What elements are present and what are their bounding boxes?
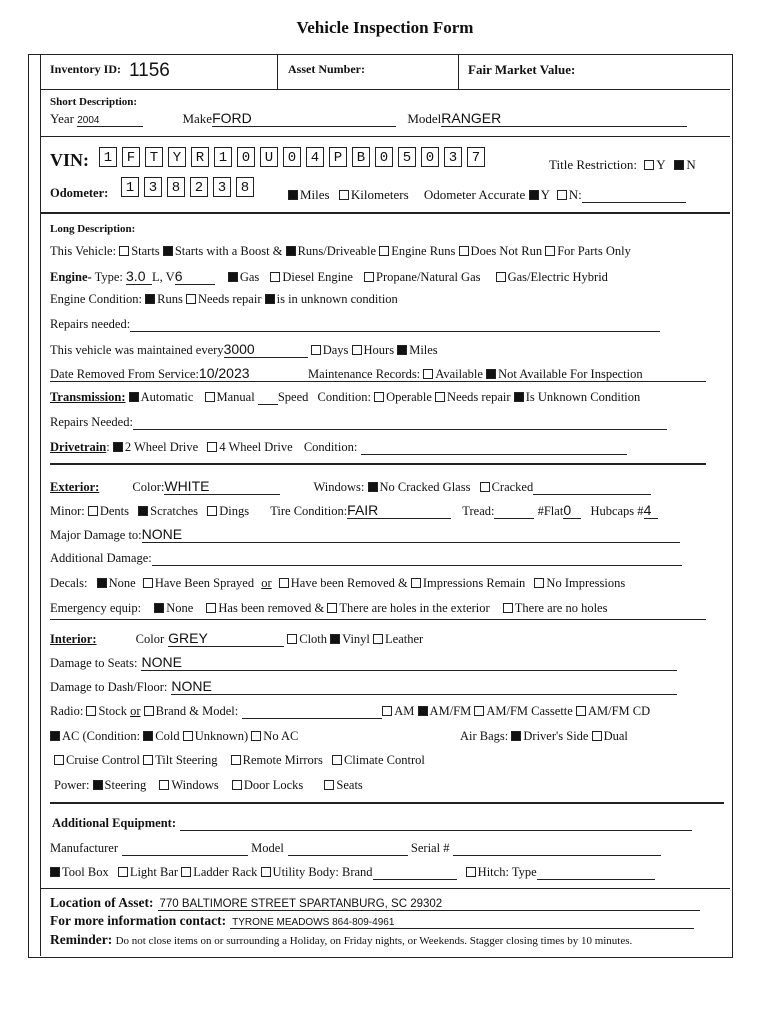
additional-damage-field[interactable] <box>152 553 682 566</box>
manufacturer-label: Manufacturer <box>50 841 119 855</box>
vin-character-boxes[interactable] <box>99 147 490 167</box>
unknown-condition-label: Is Unknown Condition <box>525 390 641 404</box>
ladder-checkbox[interactable] <box>181 867 191 877</box>
operable-checkbox[interactable] <box>374 392 384 402</box>
not-available-label: Not Available For Inspection <box>498 367 643 381</box>
door-locks-label: Door Locks <box>243 778 304 792</box>
am-checkbox[interactable] <box>382 706 392 716</box>
equip-model-field[interactable] <box>288 843 408 856</box>
vinyl-label: Vinyl <box>342 632 370 646</box>
amfm-label: AM/FM <box>429 704 472 718</box>
model-field[interactable]: RANGER <box>441 110 687 127</box>
tilt-label: Tilt Steering <box>155 753 218 767</box>
odometer-accurate-yes-checkbox[interactable] <box>529 190 539 200</box>
liters-cylinders-label: L, V <box>152 270 175 284</box>
scratches-label: Scratches <box>150 504 199 518</box>
holes-label: There are holes in the exterior <box>339 601 490 615</box>
does-not-run-checkbox[interactable] <box>459 246 469 256</box>
speed-label: Speed <box>277 390 309 404</box>
damage-seats-label: Damage to Seats: <box>50 656 138 670</box>
sprayed-label: Have Been Sprayed <box>154 576 255 590</box>
cassette-label: AM/FM Cassette <box>486 704 573 718</box>
4wd-checkbox[interactable] <box>207 442 217 452</box>
no-ac-label: No AC <box>263 729 299 743</box>
starts-label: Starts <box>131 244 160 258</box>
dings-label: Dings <box>219 504 250 518</box>
needs-repair-label: Needs repair <box>447 390 511 404</box>
available-label: Available <box>435 367 483 381</box>
automatic-checkbox[interactable] <box>129 392 139 402</box>
maint-miles-checkbox[interactable] <box>397 345 407 355</box>
trans-unknown-checkbox[interactable] <box>514 392 524 402</box>
ac-cold-checkbox[interactable] <box>143 731 153 741</box>
tire-condition-field[interactable]: FAIR <box>347 502 451 519</box>
automatic-label: Automatic <box>140 390 194 404</box>
driver-side-checkbox[interactable] <box>511 731 521 741</box>
contact-field[interactable]: TYRONE MEADOWS 864-809-4961 <box>230 917 694 929</box>
parts-only-label: For Parts Only <box>557 244 631 258</box>
vinyl-checkbox[interactable] <box>330 634 340 644</box>
inventory-id-label: Inventory ID: <box>50 62 121 76</box>
none-label: None <box>108 576 136 590</box>
toolbox-checkbox[interactable] <box>50 867 60 877</box>
inventory-id-value[interactable]: 1156 <box>129 60 170 81</box>
vin-char-box[interactable]: 3 <box>444 147 462 167</box>
toolbox-label: Tool Box <box>62 865 109 879</box>
airbags-label: Air Bags: <box>460 729 509 743</box>
no-impressions-label: No Impressions <box>546 576 626 590</box>
maintained-every-label: This vehicle was maintained every <box>50 343 224 357</box>
vin-char-box[interactable]: R <box>191 147 209 167</box>
repairs-needed-label: Repairs needed: <box>50 317 131 331</box>
damage-dash-field[interactable]: NONE <box>171 678 677 695</box>
no-holes-checkbox[interactable] <box>503 603 513 613</box>
drivetrain-label: Drivetrain <box>50 440 107 454</box>
title-restriction-no-checkbox[interactable] <box>674 160 684 170</box>
interior-color-field[interactable]: GREY <box>168 630 284 647</box>
vin-char-box[interactable]: 0 <box>237 147 255 167</box>
fair-market-value-label: Fair Market Value: <box>468 62 576 77</box>
vin-char-box[interactable]: 1 <box>214 147 232 167</box>
kilometers-checkbox[interactable] <box>339 190 349 200</box>
make-field[interactable]: FORD <box>212 110 396 127</box>
odometer-digit-boxes[interactable] <box>121 177 259 197</box>
odometer-accurate-label: Odometer Accurate <box>423 187 526 202</box>
vin-char-box[interactable]: F <box>122 147 140 167</box>
cassette-checkbox[interactable] <box>474 706 484 716</box>
engine-needs-repair-checkbox[interactable] <box>186 294 196 304</box>
stock-label: Stock <box>98 704 127 718</box>
starts-checkbox[interactable] <box>119 246 129 256</box>
climate-checkbox[interactable] <box>332 755 342 765</box>
manual-label: Manual <box>216 390 255 404</box>
amfm-checkbox[interactable] <box>418 706 428 716</box>
impressions-label: Impressions Remain <box>422 576 526 590</box>
maintenance-records-label: Maintenance Records: <box>308 367 421 381</box>
gas-label: Gas <box>239 270 260 284</box>
impressions-checkbox[interactable] <box>411 578 421 588</box>
climate-label: Climate Control <box>343 753 425 767</box>
mirrors-checkbox[interactable] <box>231 755 241 765</box>
no-impressions-checkbox[interactable] <box>534 578 544 588</box>
power-windows-checkbox[interactable] <box>159 780 169 790</box>
form-title: Vehicle Inspection Form <box>296 18 474 37</box>
vin-char-box[interactable]: 4 <box>306 147 324 167</box>
damage-seats-field[interactable]: NONE <box>141 654 677 671</box>
vin-char-box[interactable]: 5 <box>398 147 416 167</box>
needs-repair-label: Needs repair <box>197 292 262 306</box>
odometer-digit-box[interactable]: 1 <box>121 177 139 197</box>
tread-field[interactable] <box>494 506 534 519</box>
scratches-checkbox[interactable] <box>138 506 148 516</box>
asset-number-label: Asset Number: <box>288 62 365 76</box>
power-steering-checkbox[interactable] <box>93 780 103 790</box>
propane-label: Propane/Natural Gas <box>376 270 481 284</box>
repairs-needed-field[interactable] <box>130 319 660 332</box>
days-label: Days <box>322 343 349 357</box>
emergency-removed-checkbox[interactable] <box>206 603 216 613</box>
utility-label: Utility Body: Brand <box>272 865 373 879</box>
odometer-digit-box[interactable]: 3 <box>144 177 162 197</box>
emergency-equip-label: Emergency equip: <box>50 601 142 615</box>
date-removed-field[interactable]: 10/2023 <box>199 365 303 382</box>
windows-label: Windows <box>171 778 219 792</box>
contact-label: For more information contact: <box>50 913 227 928</box>
utility-checkbox[interactable] <box>261 867 271 877</box>
manufacturer-field[interactable] <box>122 843 248 856</box>
runs-driveable-label: Runs/Driveable <box>297 244 377 258</box>
tire-condition-label: Tire Condition: <box>270 504 348 518</box>
year-label: Year <box>50 111 74 126</box>
power-label: Power: <box>54 778 90 792</box>
vin-label: VIN: <box>50 150 89 170</box>
maintained-every-field[interactable]: 3000 <box>224 341 308 358</box>
cd-checkbox[interactable] <box>576 706 586 716</box>
none-label: None <box>166 601 194 615</box>
tread-label: Tread: <box>462 504 495 518</box>
cracked-field[interactable] <box>533 482 651 495</box>
manual-checkbox[interactable] <box>205 392 215 402</box>
hybrid-checkbox[interactable] <box>496 272 506 282</box>
odometer-digit-box[interactable]: 3 <box>213 177 231 197</box>
engine-label: Engine- <box>50 270 92 284</box>
emergency-none-checkbox[interactable] <box>154 603 164 613</box>
leather-label: Leather <box>385 632 424 646</box>
no-cracked-glass-label: No Cracked Glass <box>379 480 471 494</box>
engine-runs-cond-checkbox[interactable] <box>145 294 155 304</box>
odometer-digit-box[interactable]: 8 <box>167 177 185 197</box>
engine-condition-label: Engine Condition: <box>50 292 143 306</box>
no-label: N <box>686 157 696 172</box>
exterior-color-label: Color: <box>132 480 165 494</box>
damage-dash-label: Damage to Dash/Floor: <box>50 680 168 694</box>
speed-field[interactable] <box>258 392 278 405</box>
yes-label: Y <box>656 157 666 172</box>
removed-label: Has been removed & <box>218 601 325 615</box>
propane-checkbox[interactable] <box>364 272 374 282</box>
brand-model-label: Brand & Model: <box>155 704 239 718</box>
does-not-run-label: Does Not Run <box>470 244 543 258</box>
flat-label: #Flat <box>537 504 564 518</box>
decals-label: Decals: <box>50 576 88 590</box>
drivetrain-condition-field[interactable] <box>361 442 627 455</box>
cd-label: AM/FM CD <box>587 704 651 718</box>
diesel-label: Diesel Engine <box>282 270 353 284</box>
engine-runs-checkbox[interactable] <box>379 246 389 256</box>
am-label: AM <box>394 704 415 718</box>
vin-char-box[interactable]: 0 <box>283 147 301 167</box>
cloth-label: Cloth <box>299 632 328 646</box>
driver-side-label: Driver's Side <box>523 729 589 743</box>
vin-char-box[interactable]: Y <box>168 147 186 167</box>
engine-type-label: Type: <box>94 270 123 284</box>
miles-checkbox[interactable] <box>288 190 298 200</box>
interior-label: Interior: <box>50 632 97 646</box>
2wd-label: 2 Wheel Drive <box>124 440 199 454</box>
trans-repairs-label: Repairs Needed: <box>50 415 133 429</box>
decals-none-checkbox[interactable] <box>97 578 107 588</box>
year-field[interactable]: 2004 <box>77 115 143 127</box>
diesel-checkbox[interactable] <box>270 272 280 282</box>
no-cracked-glass-checkbox[interactable] <box>368 482 378 492</box>
short-description-label: Short Description: <box>50 96 138 108</box>
engine-runs-label: Engine Runs <box>391 244 456 258</box>
cruise-label: Cruise Control <box>66 753 140 767</box>
vin-char-box[interactable]: B <box>352 147 370 167</box>
boost-label: Starts with a Boost & <box>174 244 283 258</box>
no-ac-checkbox[interactable] <box>251 731 261 741</box>
records-not-available-checkbox[interactable] <box>486 369 496 379</box>
cruise-checkbox[interactable] <box>54 755 64 765</box>
runs-label: Runs <box>157 292 183 306</box>
boost-checkbox[interactable] <box>163 246 173 256</box>
serial-field[interactable] <box>453 843 661 856</box>
4wd-label: 4 Wheel Drive <box>219 440 293 454</box>
windows-label: Windows: <box>313 480 365 494</box>
power-seats-checkbox[interactable] <box>324 780 334 790</box>
hitch-label: Hitch: Type <box>477 865 537 879</box>
flat-field[interactable]: 0 <box>563 502 581 519</box>
cracked-checkbox[interactable] <box>480 482 490 492</box>
major-damage-label: Major Damage to: <box>50 528 142 542</box>
hybrid-label: Gas/Electric Hybrid <box>507 270 608 284</box>
records-available-checkbox[interactable] <box>423 369 433 379</box>
make-label: Make <box>182 111 213 126</box>
or-label: or <box>261 576 272 590</box>
transmission-condition-label: Condition: <box>317 390 371 404</box>
2wd-checkbox[interactable] <box>113 442 123 452</box>
additional-equipment-label: Additional Equipment: <box>52 816 176 830</box>
major-damage-field[interactable]: NONE <box>142 526 680 543</box>
long-description-label: Long Description: <box>50 223 136 235</box>
hours-checkbox[interactable] <box>352 345 362 355</box>
trans-needs-repair-checkbox[interactable] <box>435 392 445 402</box>
gas-checkbox[interactable] <box>228 272 238 282</box>
model-label: Model <box>407 111 442 126</box>
trans-repairs-field[interactable] <box>133 417 667 430</box>
interior-color-label: Color <box>135 632 165 646</box>
ac-checkbox[interactable] <box>50 731 60 741</box>
miles-label: Miles <box>300 187 330 202</box>
brand-model-checkbox[interactable] <box>144 706 154 716</box>
vin-char-box[interactable]: T <box>145 147 163 167</box>
title-restriction-yes-checkbox[interactable] <box>644 160 654 170</box>
odometer-label: Odometer <box>50 186 105 200</box>
exterior-label: Exterior: <box>50 480 100 494</box>
hitch-type-field[interactable] <box>537 867 655 880</box>
unknown-condition-label: is in unknown condition <box>276 292 398 306</box>
exterior-color-field[interactable]: WHITE <box>164 478 280 495</box>
or-label: or <box>130 704 141 718</box>
leather-checkbox[interactable] <box>373 634 383 644</box>
vin-char-box[interactable]: 1 <box>99 147 117 167</box>
dings-checkbox[interactable] <box>207 506 217 516</box>
kilometers-label: Kilometers <box>350 187 409 202</box>
miles-label: Miles <box>409 343 438 357</box>
ac-label: AC (Condition: <box>62 729 141 743</box>
hubcaps-label: Hubcaps # <box>590 504 644 518</box>
vin-char-box[interactable]: U <box>260 147 278 167</box>
location-label: Location of Asset: <box>50 895 154 910</box>
hours-label: Hours <box>363 343 395 357</box>
reminder-label: Reminder: <box>50 932 113 947</box>
odometer-digit-box[interactable]: 8 <box>236 177 254 197</box>
dents-checkbox[interactable] <box>88 506 98 516</box>
parts-only-checkbox[interactable] <box>545 246 555 256</box>
drivetrain-condition-label: Condition: <box>303 440 358 454</box>
transmission-label: Transmission: <box>50 390 126 404</box>
cylinders-field[interactable]: 6 <box>175 268 215 285</box>
tilt-checkbox[interactable] <box>143 755 153 765</box>
vin-char-box[interactable]: 0 <box>375 147 393 167</box>
dual-label: Dual <box>603 729 628 743</box>
brand-model-field[interactable] <box>242 706 382 719</box>
removed-label: Have been Removed & <box>290 576 408 590</box>
odometer-note-field[interactable] <box>582 202 686 203</box>
additional-equipment-field[interactable] <box>180 818 692 831</box>
additional-damage-label: Additional Damage: <box>50 551 152 565</box>
cracked-label: Cracked <box>491 480 534 494</box>
reminder-text: Do not close items on or surrounding a Holiday, on Friday nights, or Weekends. Stagger closing times by 10 minutes. <box>115 935 633 947</box>
yes-label: Y <box>540 187 550 202</box>
no-holes-label: There are no holes <box>514 601 608 615</box>
minor-label: Minor: <box>50 504 85 518</box>
door-locks-checkbox[interactable] <box>232 780 242 790</box>
lightbar-checkbox[interactable] <box>118 867 128 877</box>
utility-brand-field[interactable] <box>373 867 457 880</box>
vin-char-box[interactable]: 7 <box>467 147 485 167</box>
dents-label: Dents <box>99 504 130 518</box>
ac-unknown-checkbox[interactable] <box>183 731 193 741</box>
runs-driveable-checkbox[interactable] <box>286 246 296 256</box>
location-field[interactable]: 770 BALTIMORE STREET SPARTANBURG, SC 29302 <box>158 898 700 911</box>
cloth-checkbox[interactable] <box>287 634 297 644</box>
holes-checkbox[interactable] <box>327 603 337 613</box>
serial-label: Serial # <box>410 841 450 855</box>
odometer-accurate-no-checkbox[interactable] <box>557 190 567 200</box>
mirrors-label: Remote Mirrors <box>242 753 323 767</box>
days-checkbox[interactable] <box>311 345 321 355</box>
engine-unknown-checkbox[interactable] <box>265 294 275 304</box>
this-vehicle-label: This Vehicle: <box>50 244 117 258</box>
stock-radio-checkbox[interactable] <box>86 706 96 716</box>
lightbar-label: Light Bar <box>129 865 179 879</box>
radio-label: Radio: <box>50 704 84 718</box>
hitch-checkbox[interactable] <box>466 867 476 877</box>
ladder-label: Ladder Rack <box>193 865 258 879</box>
operable-label: Operable <box>386 390 432 404</box>
dual-checkbox[interactable] <box>592 731 602 741</box>
equip-model-label: Model <box>251 841 284 855</box>
no-label: N: <box>568 187 582 202</box>
steering-label: Steering <box>104 778 147 792</box>
decals-removed-checkbox[interactable] <box>279 578 289 588</box>
date-removed-label: Date Removed From Service: <box>50 367 199 381</box>
liters-field[interactable]: 3.0 <box>126 268 152 285</box>
odometer-digit-box[interactable]: 2 <box>190 177 208 197</box>
decals-sprayed-checkbox[interactable] <box>143 578 153 588</box>
unknown-label: Unknown) <box>194 729 249 743</box>
cold-label: Cold <box>155 729 180 743</box>
vin-char-box[interactable]: P <box>329 147 347 167</box>
hubcaps-field[interactable]: 4 <box>644 502 658 519</box>
vin-char-box[interactable]: 0 <box>421 147 439 167</box>
title-restriction-label: Title Restriction: <box>549 157 637 172</box>
seats-label: Seats <box>336 778 363 792</box>
